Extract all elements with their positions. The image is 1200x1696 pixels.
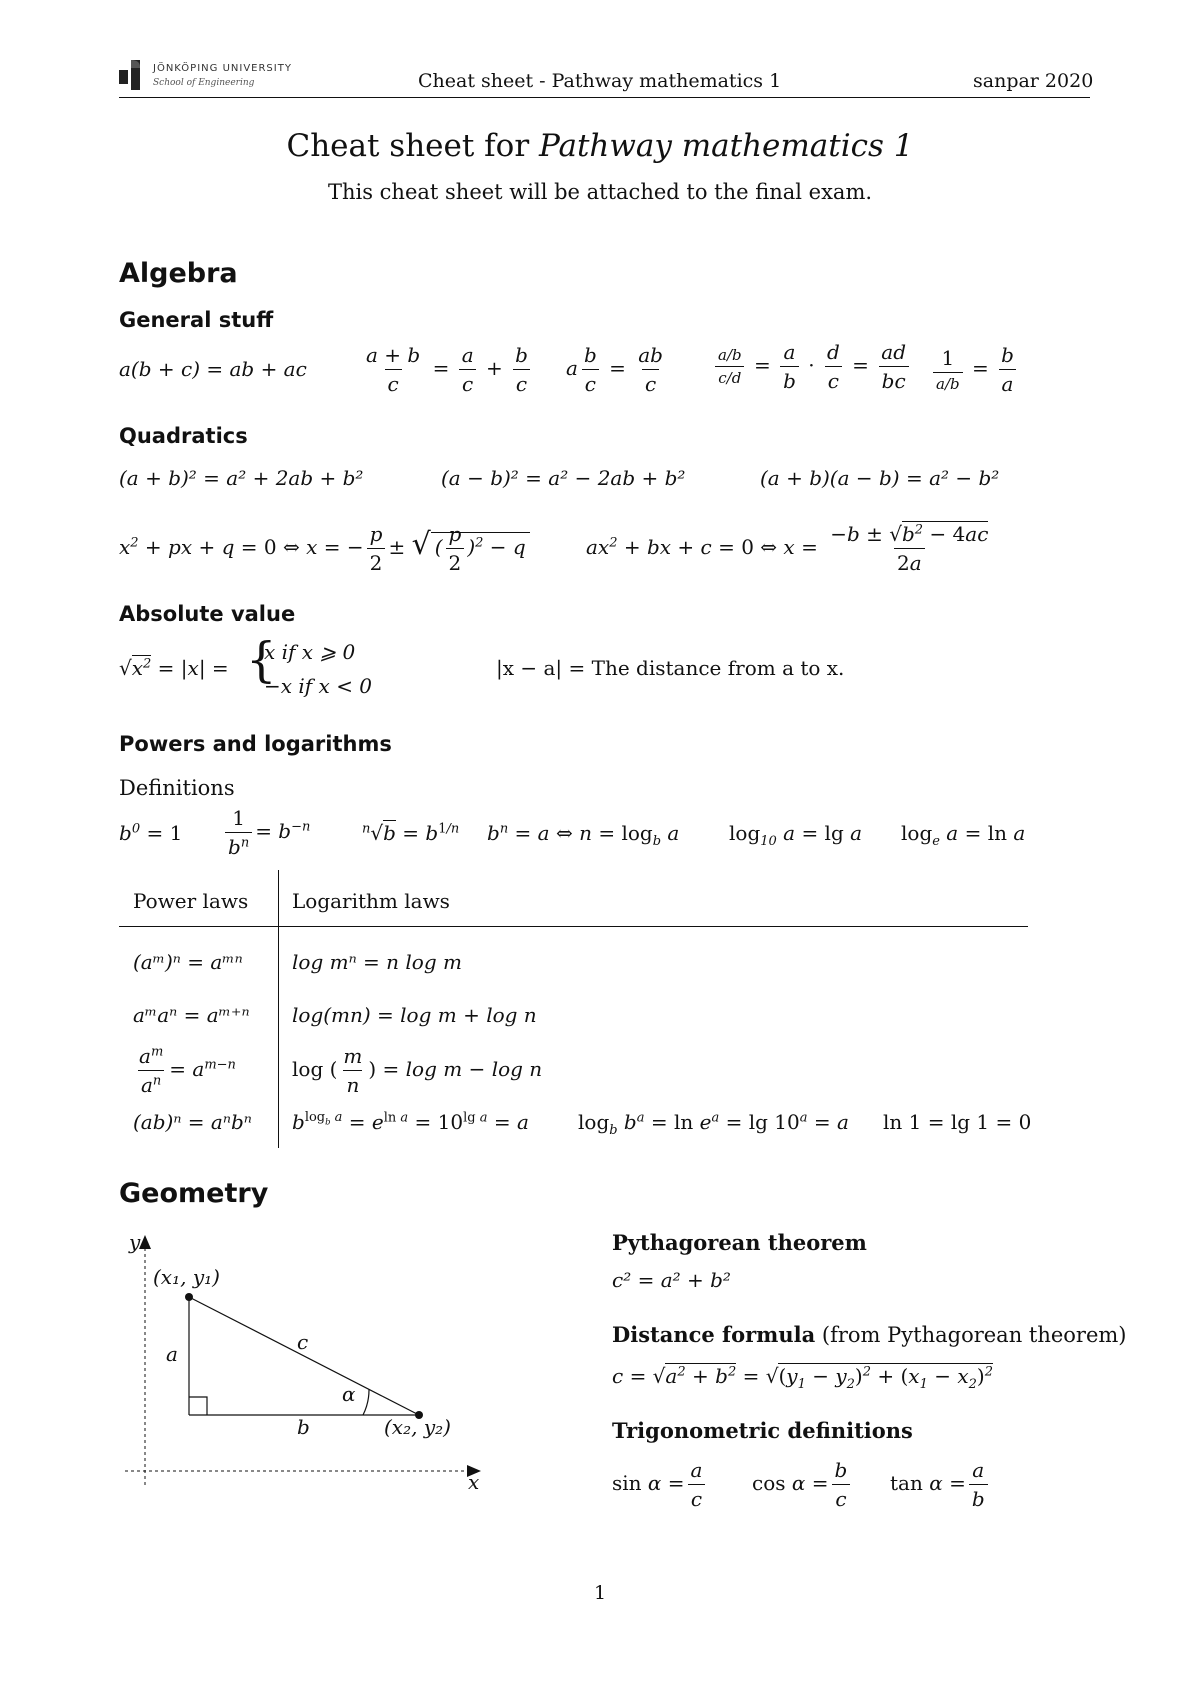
reciprocal-rule: $\frac{1}{a/b}$ = $\frac{b}{a}$ [930,343,1020,396]
natural-log: $\log_e a = \ln a$ [901,821,1026,849]
negative-exponent: $\frac{1}{b^n}$ = $b^{-n}$ [222,806,310,859]
conjugate-rule: (a + b)(a − b) = a² − b² [760,466,1000,490]
page-number: 1 [593,1582,607,1604]
zero-exponent: $b^0 = 1$ [119,821,183,845]
trig-heading: Trigonometric definitions [612,1418,913,1443]
pq-formula: $x^2$ + px + q = 0 ⇔ x = − $\frac{p}{2}$ ± √ ( $\frac{p}{2}$ )$^2$ − q [119,522,530,575]
y-axis-label: y [129,1230,141,1254]
power-law-1: (aᵐ)ⁿ = aᵐⁿ [133,950,243,974]
x-axis-label: x [468,1470,480,1494]
power-law-2: aᵐaⁿ = aᵐ⁺ⁿ [133,1003,250,1027]
angle-alpha-label: α [342,1382,356,1406]
distance-heading-bold: Distance formula [612,1322,816,1347]
log-law-1: log mⁿ = n log m [292,950,462,974]
col-power-laws: Power laws [133,889,249,913]
fraction-sum-rule: $\frac{a + b}{c}$ = $\frac{a}{c}$ + $\frac{b}{c}$ [360,343,534,396]
geometry-heading: Geometry [119,1178,269,1209]
logo-line1: JÖNKÖPING UNIVERSITY [153,63,292,74]
powers-logs-heading: Powers and logarithms [119,732,392,756]
page-subtitle: This cheat sheet will be attached to the final exam. [327,180,873,204]
common-log: $\log_{10} a = \lg a$ [729,821,863,849]
power-law-4: (ab)ⁿ = aⁿbⁿ [133,1110,252,1134]
distance-heading-note: (from Pythagorean theorem) [815,1323,1127,1347]
log-law-2: log(mn) = log m + log n [292,1003,537,1027]
power-law-3: $\frac{a^m}{a^n}$ = $a^{m-n}$ [139,1044,236,1097]
general-stuff-heading: General stuff [119,308,274,332]
university-logo [119,58,309,94]
abs-case-1: x if x ⩾ 0 [264,640,356,664]
point-1-label: (x₁, y₁) [153,1265,220,1289]
title-italic: Pathway mathematics 1 [539,128,914,164]
absolute-value-heading: Absolute value [119,602,296,626]
log-law-6: ln 1 = lg 1 = 0 [883,1110,1032,1134]
title-prefix: Cheat sheet for [286,128,539,164]
side-c-label: c [297,1330,309,1354]
point-1 [185,1293,193,1301]
header-rule [119,97,1090,98]
fraction-product-rule: a $\frac{b}{c}$ = $\frac{ab}{c}$ [566,343,663,396]
distance-formula: $c = √a^2 + b^2 = √(y_1 - y_2)^2 + (x_1 - x_2)^2$ [612,1364,993,1392]
cosine-definition: cos α = $\frac{b}{c}$ [752,1458,853,1511]
log-law-5: $\log_b b^a = \ln e^a = \lg 10^a = a$ [578,1110,849,1138]
log-definition: $b^n = a$ ⇔ $n = \log_b a$ [487,821,680,849]
page-title [0,128,1200,164]
algebra-heading: Algebra [119,258,238,289]
distributive-law: a(b + c) = ab + ac [119,357,307,381]
abs-distance: |x − a| = The distance from a to x. [496,656,845,680]
log-law-3-rhs: = log m − log n [382,1057,543,1081]
log-law-3: log ( $\frac{m}{n}$ ) = log m − log n [292,1044,543,1097]
quadratics-heading: Quadratics [119,424,248,448]
square-of-difference: (a − b)² = a² − 2ab + b² [441,466,686,490]
pythagorean-heading: Pythagorean theorem [612,1230,867,1255]
abs-case-2: −x if x < 0 [264,674,373,698]
sine-definition: sin α = $\frac{a}{c}$ [612,1458,708,1511]
pythagorean-formula: c² = a² + b² [612,1268,731,1292]
header-author-date: sanpar 2020 [973,70,1094,92]
y-axis-arrow-icon [139,1235,151,1249]
abs-definition-lhs: $√x^2 = |x|$ = [119,656,229,680]
side-b-label: b [297,1415,310,1439]
root-exponent: $^n√b = b^{1/n}$ [362,821,460,845]
logo-line2: School of Engineering [153,78,255,88]
cases-brace: { [246,632,277,688]
logo-mark-icon [119,58,145,92]
angle-arc-icon [363,1389,369,1415]
header-title: Cheat sheet - Pathway mathematics 1 [418,70,782,92]
side-a-label: a [166,1342,178,1366]
right-angle-icon [189,1397,207,1415]
definitions-heading: Definitions [119,776,235,800]
table-column-rule [278,870,279,1148]
distance-formula-heading [612,1322,1127,1347]
square-of-sum: (a + b)² = a² + 2ab + b² [119,466,364,490]
point-2-label: (x₂, y₂) [384,1415,451,1439]
tangent-definition: tan α = $\frac{a}{b}$ [890,1458,991,1511]
side-c-line [189,1297,419,1415]
quadratic-formula: $ax^2$ + bx + c = 0 ⇔ x = $\frac{-b \pm √b^2 - 4ac}{2a}$ [586,522,989,575]
log-law-4: $b^{log_b a} = e^{ln a} = 10^{lg a} = a$ [292,1110,529,1134]
col-logarithm-laws: Logarithm laws [292,889,450,913]
fraction-division-rule: $\frac{a/b}{c/d}$ = $\frac{a}{b}$ · $\frac{d}{c}$ = $\frac{ad}{bc}$ [712,340,912,393]
table-header-rule [119,926,1028,927]
